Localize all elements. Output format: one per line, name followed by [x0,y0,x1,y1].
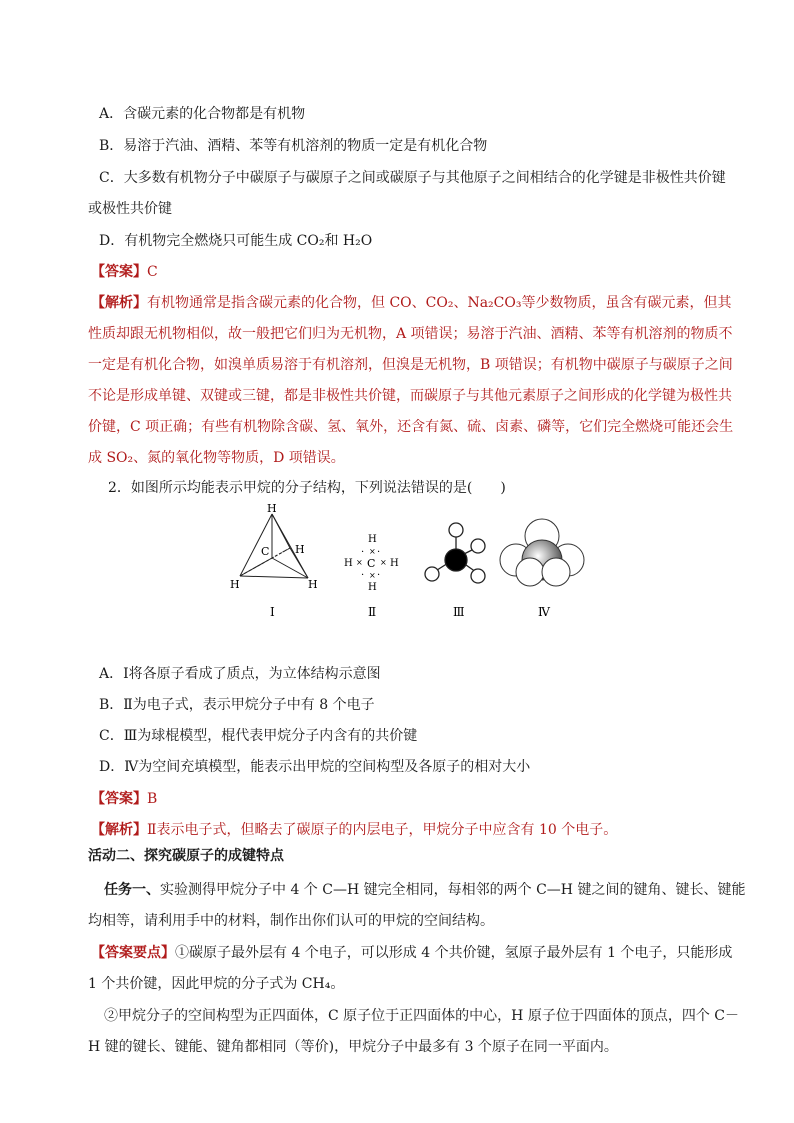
structure-2-dot-1: · [361,547,365,558]
structure-4-space-filling [500,519,584,586]
analysis-tag: 【解析】 [91,822,147,838]
structure-2-h-left: H [344,558,353,569]
q1-option-c: C．大多数有机物分子中碳原子与碳原子之间或碳原子与其他原子之间相结合的化学键是非极性共价键 [99,170,726,186]
task-line-1 [104,880,746,900]
q1-analysis-line-4: 不论是形成单键、双键或三键，都是非极性共价键，而碳原子与其他元素原子之间形成的化学键为极性共 [88,388,732,404]
answer-value: C [147,264,158,280]
q2-stem: 2．如图所示均能表示甲烷的分子结构，下列说法错误的是( ) [108,480,506,496]
q1-option-a: A．含碳元素的化合物都是有机物 [99,106,306,122]
q1-option-d: D．有机物完全燃烧只可能生成 CO₂和 H₂O [99,233,373,249]
key-point-2-line-2: H 键的键长、键能、键角都相同（等价)，甲烷分子中最多有 3 个原子在同一平面内。 [88,1039,618,1055]
structure-2-cross-right: × [380,558,387,567]
q1-analysis-line-3: 一定是有机化合物，如溴单质易溶于有机溶剂，但溴是无机物，B 项错误；有机物中碳原子与碳原子之间 [88,357,733,373]
q2-option-b: B．Ⅱ为电子式，表示甲烷分子中有 8 个电子 [99,697,375,713]
key-tag: 【答案要点】 [91,945,175,961]
figure-label-3: Ⅲ [453,605,465,619]
q2-option-d: D．Ⅳ为空间充填模型，能表示出甲烷的空间构型及各原子的相对大小 [99,759,531,775]
structure-1-h-right: H [295,543,305,556]
structure-1-c: C [261,545,270,558]
methane-structures-figure [220,500,600,620]
figure-label-2: Ⅱ [368,605,377,619]
structure-3-ball-stick [425,523,485,583]
q1-option-c-cont: 或极性共价键 [88,201,172,217]
structure-2-cross-left: × [356,558,363,567]
task-label: 任务一、 [104,882,160,898]
structure-1-h-bottom: H [308,578,318,591]
q2-option-a: A．Ⅰ将各原子看成了质点，为立体结构示意图 [99,666,381,682]
figure-label-1: Ⅰ [270,605,275,619]
task-line-2: 均相等，请利用手中的材料，制作出你们认可的甲烷的空间结构。 [88,913,494,929]
analysis-tag: 【解析】 [91,295,147,311]
structure-2-dot-2: · [377,547,381,558]
structure-2-h-top: H [368,534,377,545]
q1-analysis-line-2: 性质却跟无机物相似，故一般把它们归为无机物，A 项错误；易溶于汽油、酒精、苯等有机溶剂的物质不 [88,326,733,342]
structure-2-c: C [367,557,376,570]
analysis-text: 有机物通常是指含碳元素的化合物，但 CO、CO₂、Na₂CO₃等少数物质，虽含有碳元素，但其 [147,295,732,311]
structure-2-dot-3: · [361,570,365,581]
key-point-1-line-2: 1 个共价键，因此甲烷的分子式为 CH₄。 [88,976,345,992]
q1-analysis-line-6: 成 SO₂、氮的氧化物等物质，D 项错误。 [88,450,345,466]
answer-tag: 【答案】 [91,791,147,807]
q1-analysis-line-1 [91,293,734,313]
structure-2-h-right: H [390,558,399,569]
answer-tag: 【答案】 [91,264,147,280]
figure-label-4: Ⅳ [538,605,550,619]
structure-1-h-left: H [230,578,240,591]
q2-analysis [91,820,734,840]
key-point-2-line-1: ②甲烷分子的空间构型为正四面体，C 原子位于正四面体的中心，H 原子位于四面体的顶点，四个 C－ [104,1008,739,1024]
structure-2-dot-4: · [377,570,381,581]
activity-title: 活动二、探究碳原子的成键特点 [88,848,284,864]
q1-option-b: B．易溶于汽油、酒精、苯等有机溶剂的物质一定是有机化合物 [99,138,488,154]
analysis-text: Ⅱ表示电子式，但略去了碳原子的内层电子，甲烷分子中应含有 10 个电子。 [147,822,618,838]
q1-answer [91,262,734,282]
structure-2-cross-bottom: × [369,571,376,580]
key-point-1-line-1 [91,943,734,963]
key-point-1-text: ①碳原子最外层有 4 个电子，可以形成 4 个共价键，氢原子最外层有 1 个电子，只能形成 [175,945,733,961]
structure-1-h-top: H [267,502,277,515]
answer-value: B [147,791,158,807]
structure-2-h-bottom: H [368,582,377,593]
task-text: 实验测得甲烷分子中 4 个 C—H 键完全相同，每相邻的两个 C—H 键之间的键角、键长、键能 [160,882,746,898]
structure-2-cross-top: × [369,547,376,556]
q2-answer [91,789,734,809]
q2-option-c: C．Ⅲ为球棍模型，棍代表甲烷分子内含有的共价键 [99,728,418,744]
q1-analysis-line-5: 价键，C 项正确；有些有机物除含碳、氢、氧外，还含有氮、硫、卤素、磷等，它们完全燃烧可能还会生 [88,419,734,435]
